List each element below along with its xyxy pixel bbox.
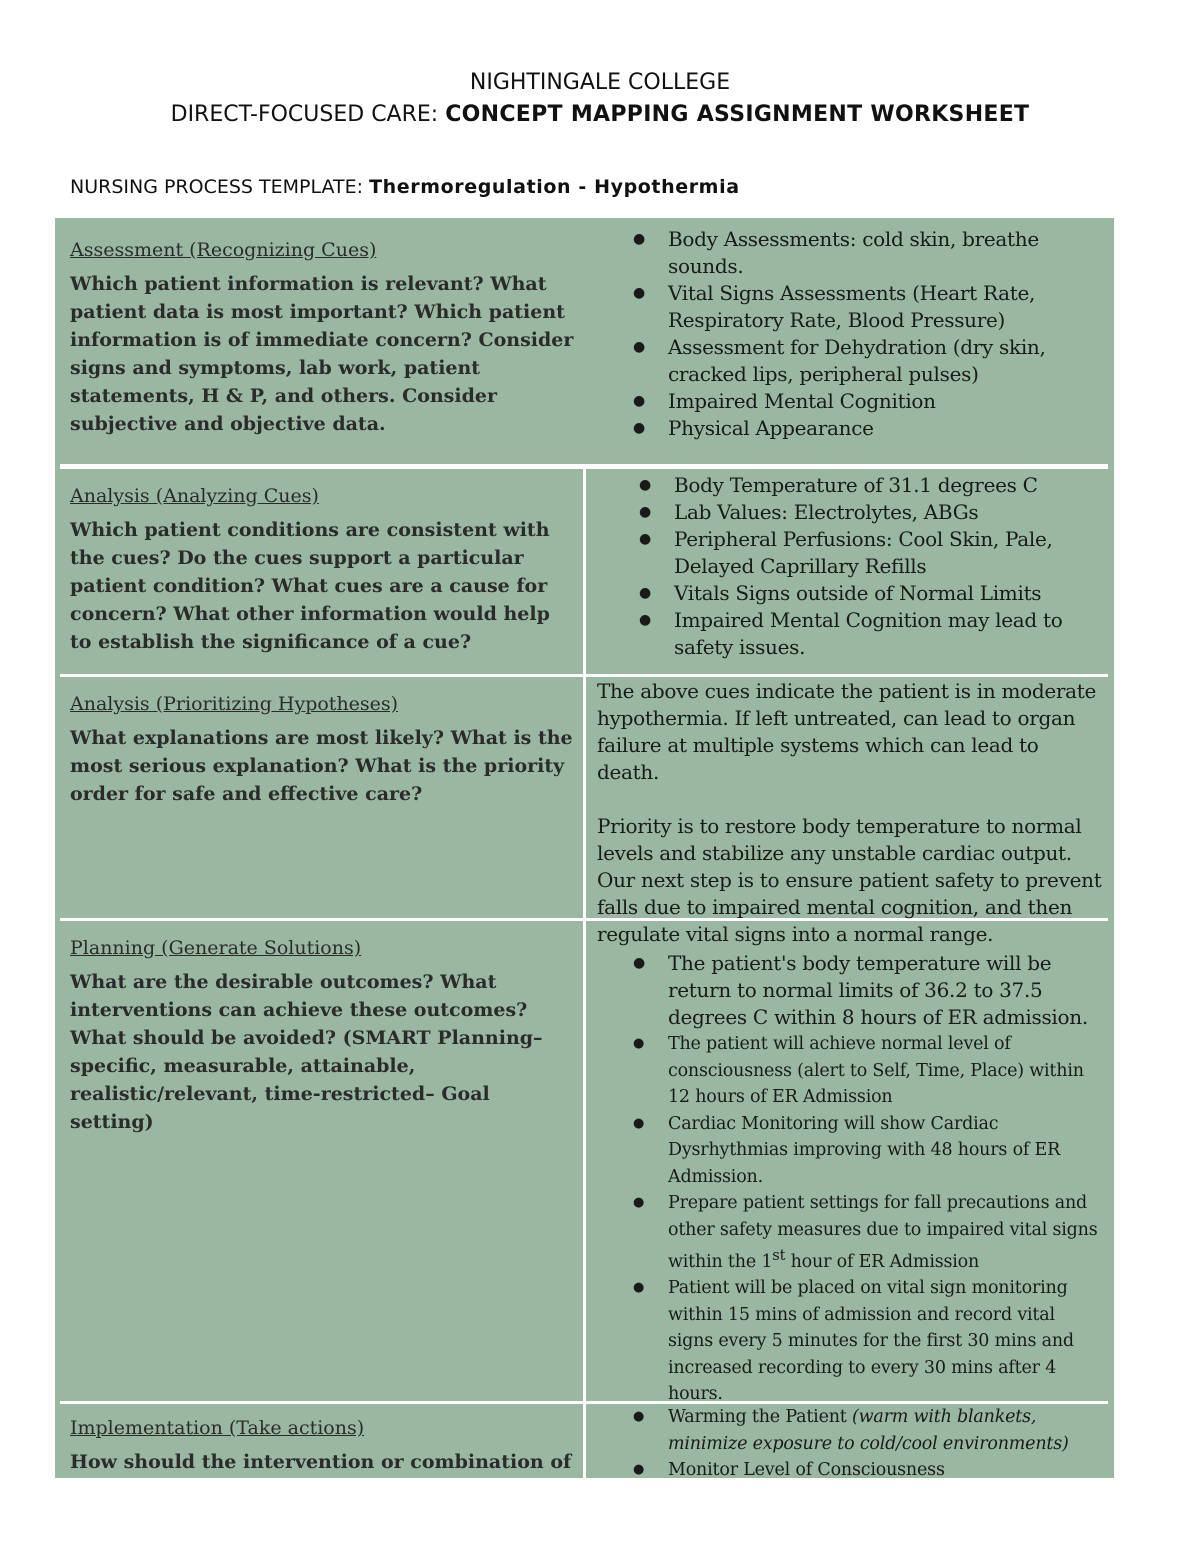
- planning-answer-cell-continued: [668, 1031, 1100, 1408]
- list-item: [668, 1404, 1100, 1457]
- template-label: NURSING PROCESS TEMPLATE:: [70, 176, 370, 198]
- list-item-text: Prepare patient settings for fall precautions and other safety measures due to impaired vital signs within the 1: [668, 1193, 1098, 1272]
- list-item: ● The patient will achieve normal level of consciousness (alert to Self, Time, Place) within 12 hours of ER Admission: [668, 1031, 1100, 1111]
- list-item: [668, 1190, 1100, 1275]
- assessment-answer-cell: [668, 226, 1068, 442]
- implementation-prompt: How should the intervention or combination of: [70, 1451, 572, 1473]
- planning-list-continued: [668, 1031, 1100, 1408]
- list-item: ● Body Temperature of 31.1 degrees C: [674, 472, 1069, 499]
- list-item: ● Body Assessments: cold skin, breathe sounds.: [668, 226, 1068, 280]
- assessment-list: [668, 226, 1068, 442]
- list-item-text: Warming the Patient: [668, 1407, 852, 1427]
- list-item-note: (warm with blankets, minimize exposure to cold/cool environments): [668, 1407, 1069, 1454]
- list-item: ● Physical Appearance: [668, 415, 1068, 442]
- implementation-list: [668, 1404, 1100, 1484]
- list-item: ● The patient's body temperature will be return to normal limits of 36.2 to 37.5 degrees C within 8 hours of ER admission.: [668, 950, 1100, 1031]
- list-item: ● Peripheral Perfusions: Cool Skin, Pale, Delayed Caprillary Refills: [674, 526, 1069, 580]
- list-item: ● Lab Values: Electrolytes, ABGs: [674, 499, 1069, 526]
- hypotheses-paragraph: The above cues indicate the patient is in moderate hypothermia. If left untreated, can lead to organ failure at multiple systems which can lead to death.: [597, 679, 1097, 784]
- assessment-prompt-cell: [70, 236, 575, 438]
- assessment-title: Assessment (Recognizing Cues): [70, 239, 377, 261]
- analysis-cues-prompt-cell: [70, 482, 575, 656]
- list-item: ● Impaired Mental Cognition: [668, 388, 1068, 415]
- worksheet-title-bold: CONCEPT MAPPING ASSIGNMENT WORKSHEET: [445, 102, 1030, 127]
- college-name: NIGHTINGALE COLLEGE: [469, 70, 731, 95]
- planning-title: Planning (Generate Solutions): [70, 937, 362, 959]
- planning-list: [668, 950, 1100, 1031]
- list-item: ● Assessment for Dehydration (dry skin, cracked lips, peripheral pulses): [668, 334, 1068, 388]
- template-topic: Thermoregulation - Hypothermia: [369, 176, 740, 198]
- analysis-cues-answer-cell: [674, 472, 1069, 661]
- priority-paragraph: Priority is to restore body temperature to normal levels and stabilize any unstable cardiac output. Our next step is to ensure patient safety to prevent falls due to impaired mental cognition, and then regulate vital signs into a normal range.: [597, 814, 1102, 946]
- analysis-cues-list: [674, 472, 1069, 661]
- assessment-prompt: Which patient information is relevant? What patient data is most important? Which patient information is of immediate concern? Consider signs and symptoms, lab work, patient statements, H & P, and others. Consider subjective and objective data.: [70, 273, 574, 435]
- planning-prompt-cell: [70, 934, 575, 1136]
- worksheet-title: [0, 102, 1200, 127]
- list-item: ● Cardiac Monitoring will show Cardiac Dysrhythmias improving with 48 hours of ER Admission.: [668, 1111, 1100, 1191]
- planning-prompt: What are the desirable outcomes? What interventions can achieve these outcomes? What should be avoided? (SMART Planning– specific, measurable, attainable, realistic/relevant, time-restricted– Goal setting): [70, 971, 543, 1133]
- implementation-prompt-cell: [70, 1414, 575, 1476]
- list-item: ● Monitor Level of Consciousness: [668, 1457, 1100, 1484]
- list-item-text: hour of ER Admission: [785, 1251, 980, 1272]
- list-item: ● Vital Signs Assessments (Heart Rate, Respiratory Rate, Blood Pressure): [668, 280, 1068, 334]
- ordinal-suffix: st: [772, 1247, 786, 1264]
- planning-answer-cell: [668, 950, 1100, 1031]
- hypotheses-prompt: What explanations are most likely? What is the most serious explanation? What is the priority order for safe and effective care?: [70, 727, 573, 805]
- column-divider: [583, 469, 586, 1478]
- list-item: ● Impaired Mental Cognition may lead to safety issues.: [674, 607, 1069, 661]
- analysis-cues-prompt: Which patient conditions are consistent with the cues? Do the cues support a particular patient condition? What cues are a cause for concern? What other information would help to establish the significance of a cue?: [70, 519, 550, 653]
- template-heading: [70, 176, 740, 198]
- list-item: ● Patient will be placed on vital sign monitoring within 15 mins of admission and record vital signs every 5 minutes for the first 30 mins and increased recording to every 30 mins after 4 hours.: [668, 1275, 1100, 1408]
- analysis-cues-title: Analysis (Analyzing Cues): [70, 485, 319, 507]
- worksheet-title-prefix: DIRECT-FOCUSED CARE:: [170, 102, 446, 127]
- implementation-title: Implementation (Take actions): [70, 1417, 365, 1439]
- hypotheses-prompt-cell: [70, 690, 575, 808]
- hypotheses-answer-cell: [597, 678, 1102, 948]
- implementation-answer-cell: [668, 1404, 1100, 1484]
- hypotheses-title: Analysis (Prioritizing Hypotheses): [70, 693, 399, 715]
- list-item: ● Vitals Signs outside of Normal Limits: [674, 580, 1069, 607]
